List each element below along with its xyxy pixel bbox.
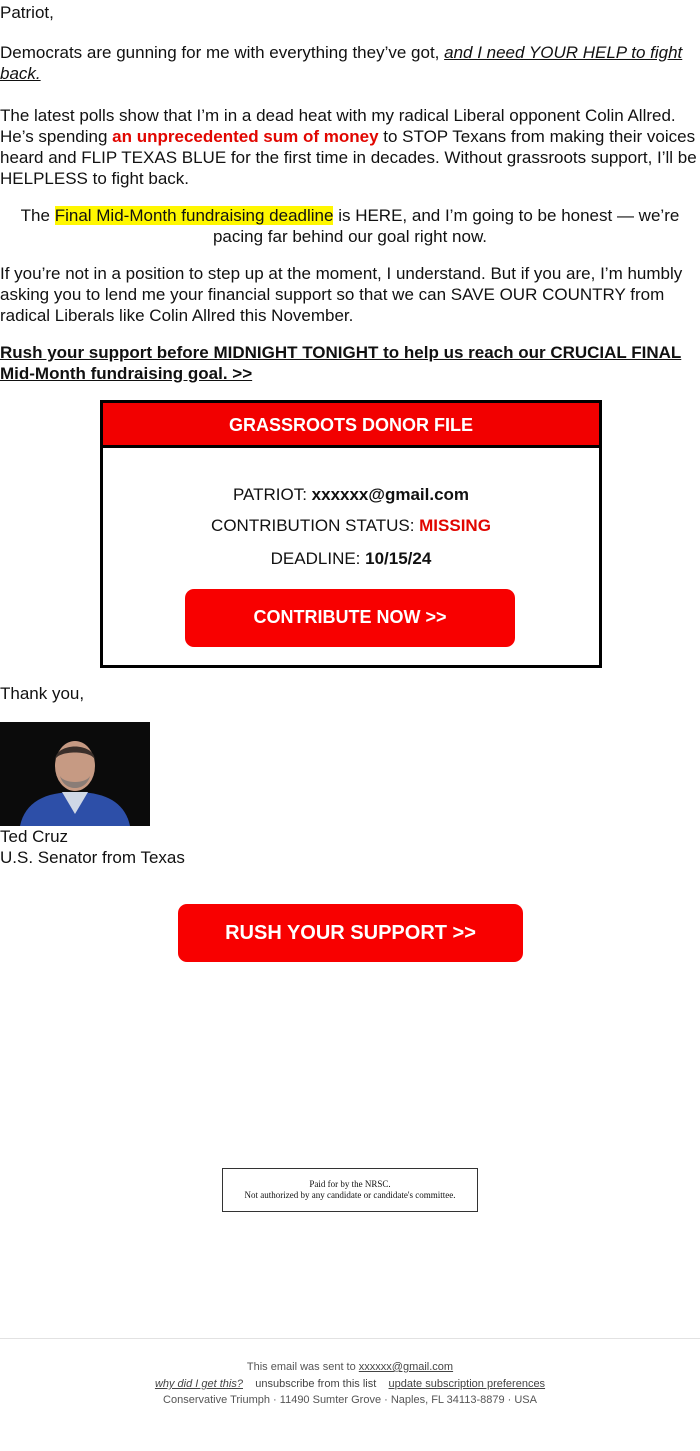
rush-support-link[interactable]: Rush your support before MIDNIGHT TONIGHT to help us reach our CRUCIAL FINAL Mid-Month fundraising goal. >> — [0, 343, 682, 383]
senator-photo — [0, 722, 150, 826]
portrait-image — [0, 722, 150, 826]
donor-file-card — [100, 400, 602, 668]
signature-title: U.S. Senator from Texas — [0, 848, 185, 867]
paid-for-disclaimer — [222, 1168, 478, 1212]
help-link[interactable]: and I need YOUR HELP to fight back. — [0, 43, 683, 83]
donor-file-title: GRASSROOTS DONOR FILE — [103, 403, 599, 448]
deadline-value: 10/15/24 — [365, 549, 432, 568]
why-did-i-get-this-link[interactable]: why did I get this? — [154, 1378, 243, 1390]
deadline-highlight: Final Mid-Month fundraising deadline — [54, 206, 334, 225]
paragraph-intro — [0, 42, 700, 84]
contribute-now-button[interactable]: CONTRIBUTE NOW >> — [185, 589, 515, 647]
disclaimer-line-2: Not authorized by any candidate or candidate's committee. — [244, 1190, 456, 1200]
paragraph-deadline — [0, 205, 700, 247]
footer-address: Conservative Triumph · 11490 Sumter Grove · Naples, FL 34113-8879 · USA — [163, 1394, 537, 1406]
donor-status-row — [103, 516, 599, 536]
money-emphasis: an unprecedented sum of money — [112, 127, 379, 146]
polls-text: The latest polls show that I’m in a dead heat with my radical Liberal opponent Colin Allred. He’s spending — [0, 106, 676, 146]
footer-divider — [0, 1338, 700, 1339]
sent-to-email-link[interactable]: xxxxxx@gmail.com — [358, 1361, 454, 1373]
patriot-label: PATRIOT: — [232, 485, 312, 504]
unsubscribe-link[interactable]: unsubscribe from this list — [255, 1378, 377, 1390]
disclaimer-line-1: Paid for by the NRSC. — [309, 1179, 391, 1189]
greeting: Patriot, — [0, 3, 54, 22]
signoff: Thank you, — [0, 684, 85, 703]
deadline-text-2: is HERE, and I’m going to be honest — we’re pacing far behind our goal right now. — [212, 206, 680, 246]
paragraph-ask: If you’re not in a position to step up at the moment, I understand. But if you are, I’m humbly asking you to lend me your financial support so that we can SAVE OUR COUNTRY from radical Liberals like Colin Allred this November. — [0, 264, 683, 325]
deadline-label: DEADLINE: — [270, 549, 366, 568]
footer-links — [0, 1378, 700, 1390]
polls-text-2: to STOP Texans from making their voices heard and FLIP TEXAS BLUE for the first time in decades. Without grassroots support, I’ll be HELPLESS to fight back. — [0, 127, 697, 188]
deadline-text: The — [20, 206, 55, 225]
paragraph-cta — [0, 342, 700, 384]
donor-patriot-row — [103, 485, 599, 505]
rush-support-button[interactable]: RUSH YOUR SUPPORT >> — [178, 904, 523, 962]
patriot-email: xxxxxx@gmail.com — [311, 485, 470, 504]
signature-name: Ted Cruz — [0, 827, 69, 846]
update-preferences-link[interactable]: update subscription preferences — [388, 1378, 546, 1390]
status-label: CONTRIBUTION STATUS: — [211, 516, 420, 535]
intro-text: Democrats are gunning for me with everything they’ve got, — [0, 43, 445, 62]
sent-to-prefix: This email was sent to — [246, 1361, 359, 1373]
status-value: MISSING — [419, 516, 491, 535]
donor-deadline-row — [103, 549, 599, 569]
paragraph-polls — [0, 105, 700, 189]
footer-sent-to — [0, 1361, 700, 1373]
